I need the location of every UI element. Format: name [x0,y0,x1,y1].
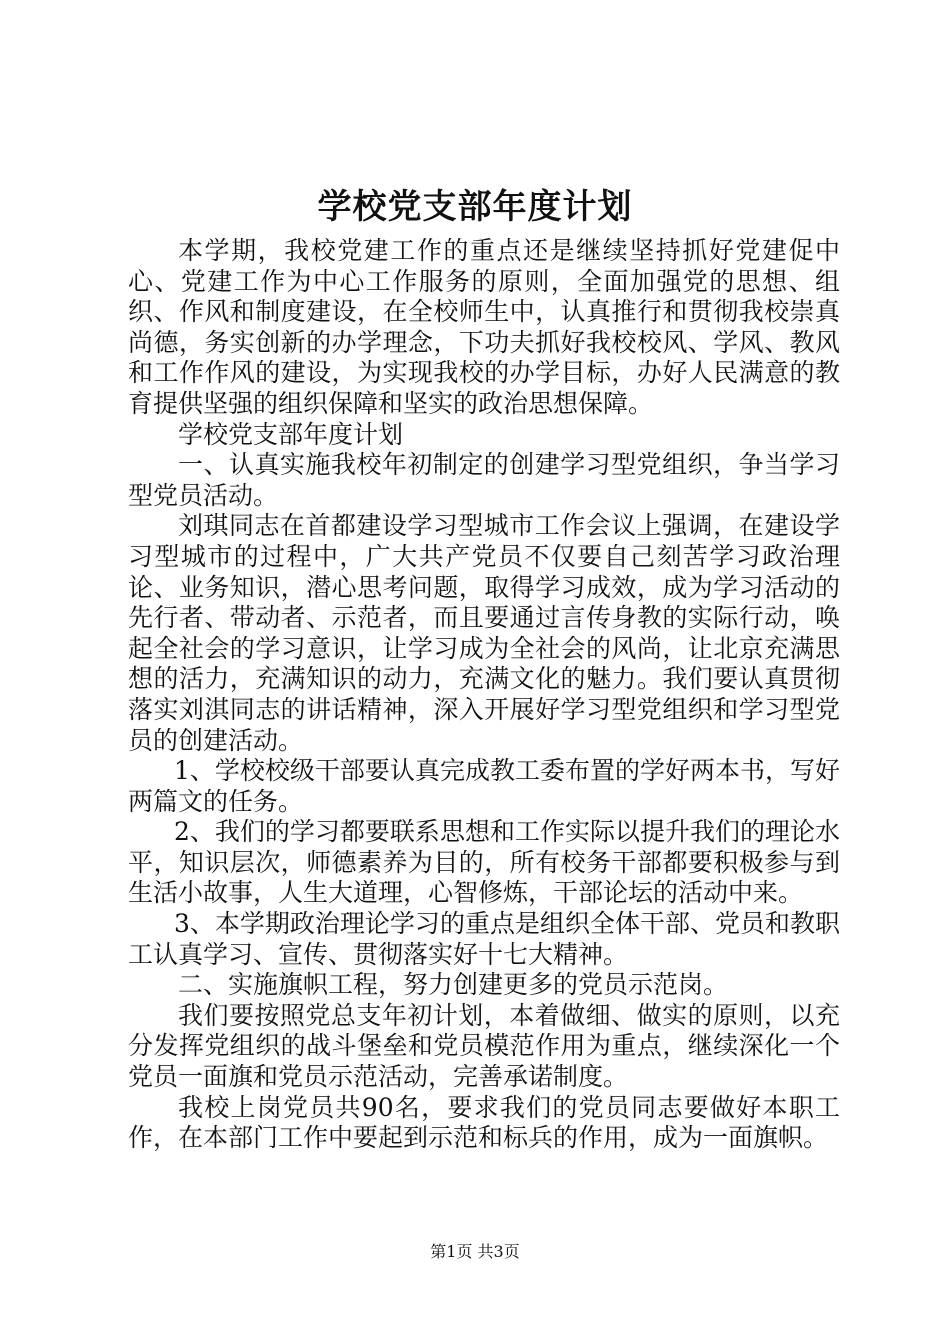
paragraph-section-one-heading: 一、认真实施我校年初制定的创建学习型党组织，争当学习型党员活动。 [128,450,840,510]
paragraph-section-two-heading: 二、实施旗帜工程，努力创建更多的党员示范岗。 [178,970,729,1000]
page-number-footer: 第1页 共3页 [430,1242,520,1261]
document-title: 学校党支部年度计划 [317,187,633,227]
paragraph-section-two-body: 我们要按照党总支年初计划，本着做细、做实的原则，以充分发挥党组织的战斗堡垒和党员模范作用为重点，继续深化一个党员一面旗和党员示范活动，完善承诺制度。 [128,1000,840,1092]
paragraph-item-1: 1、学校校级干部要认真完成教工委布置的学好两本书，写好两篇文的任务。 [128,756,840,816]
paragraph-intro: 本学期，我校党建工作的重点还是继续坚持抓好党建促中心、党建工作为中心工作服务的原则，全面加强党的思想、组织、作风和制度建设，在全校师生中，认真推行和贯彻我校崇真尚德，务实创新的办学理念，下功夫抓好我校校风、学风、教风和工作作风的建设，为实现我校的办学目标，办好人民满意的教育提供坚强的组织保障和坚实的政治思想保障。 [128,236,840,418]
paragraph-section-one-body: 刘琪同志在首都建设学习型城市工作会议上强调，在建设学习型城市的过程中，广大共产党员不仅要自己刻苦学习政治理论、业务知识，潜心思考问题，取得学习成效，成为学习活动的先行者、带动者、示范者，而且要通过言传身教的实际行动，唤起全社会的学习意识，让学习成为全社会的风尚，让北京充满思想的活力，充满知识的动力，充满文化的魅力。我们要认真贯彻落实刘淇同志的讲话精神，深入开展好学习型党组织和学习型党员的创建活动。 [128,511,840,755]
paragraph-item-2: 2、我们的学习都要联系思想和工作实际以提升我们的理论水平，知识层次，师德素养为目的，所有校务干部都要积极参与到生活小故事，人生大道理，心智修炼，干部论坛的活动中来。 [128,817,840,908]
paragraph-item-3: 3、本学期政治理论学习的重点是组织全体干部、党员和教职工认真学习、宣传、贯彻落实好十七大精神。 [128,909,840,969]
paragraph-subtitle: 学校党支部年度计划 [178,419,404,449]
document-body [128,236,840,1154]
paragraph-section-two-members: 我校上岗党员共90名，要求我们的党员同志要做好本职工作，在本部门工作中要起到示范和标兵的作用，成为一面旗帜。 [128,1092,840,1153]
